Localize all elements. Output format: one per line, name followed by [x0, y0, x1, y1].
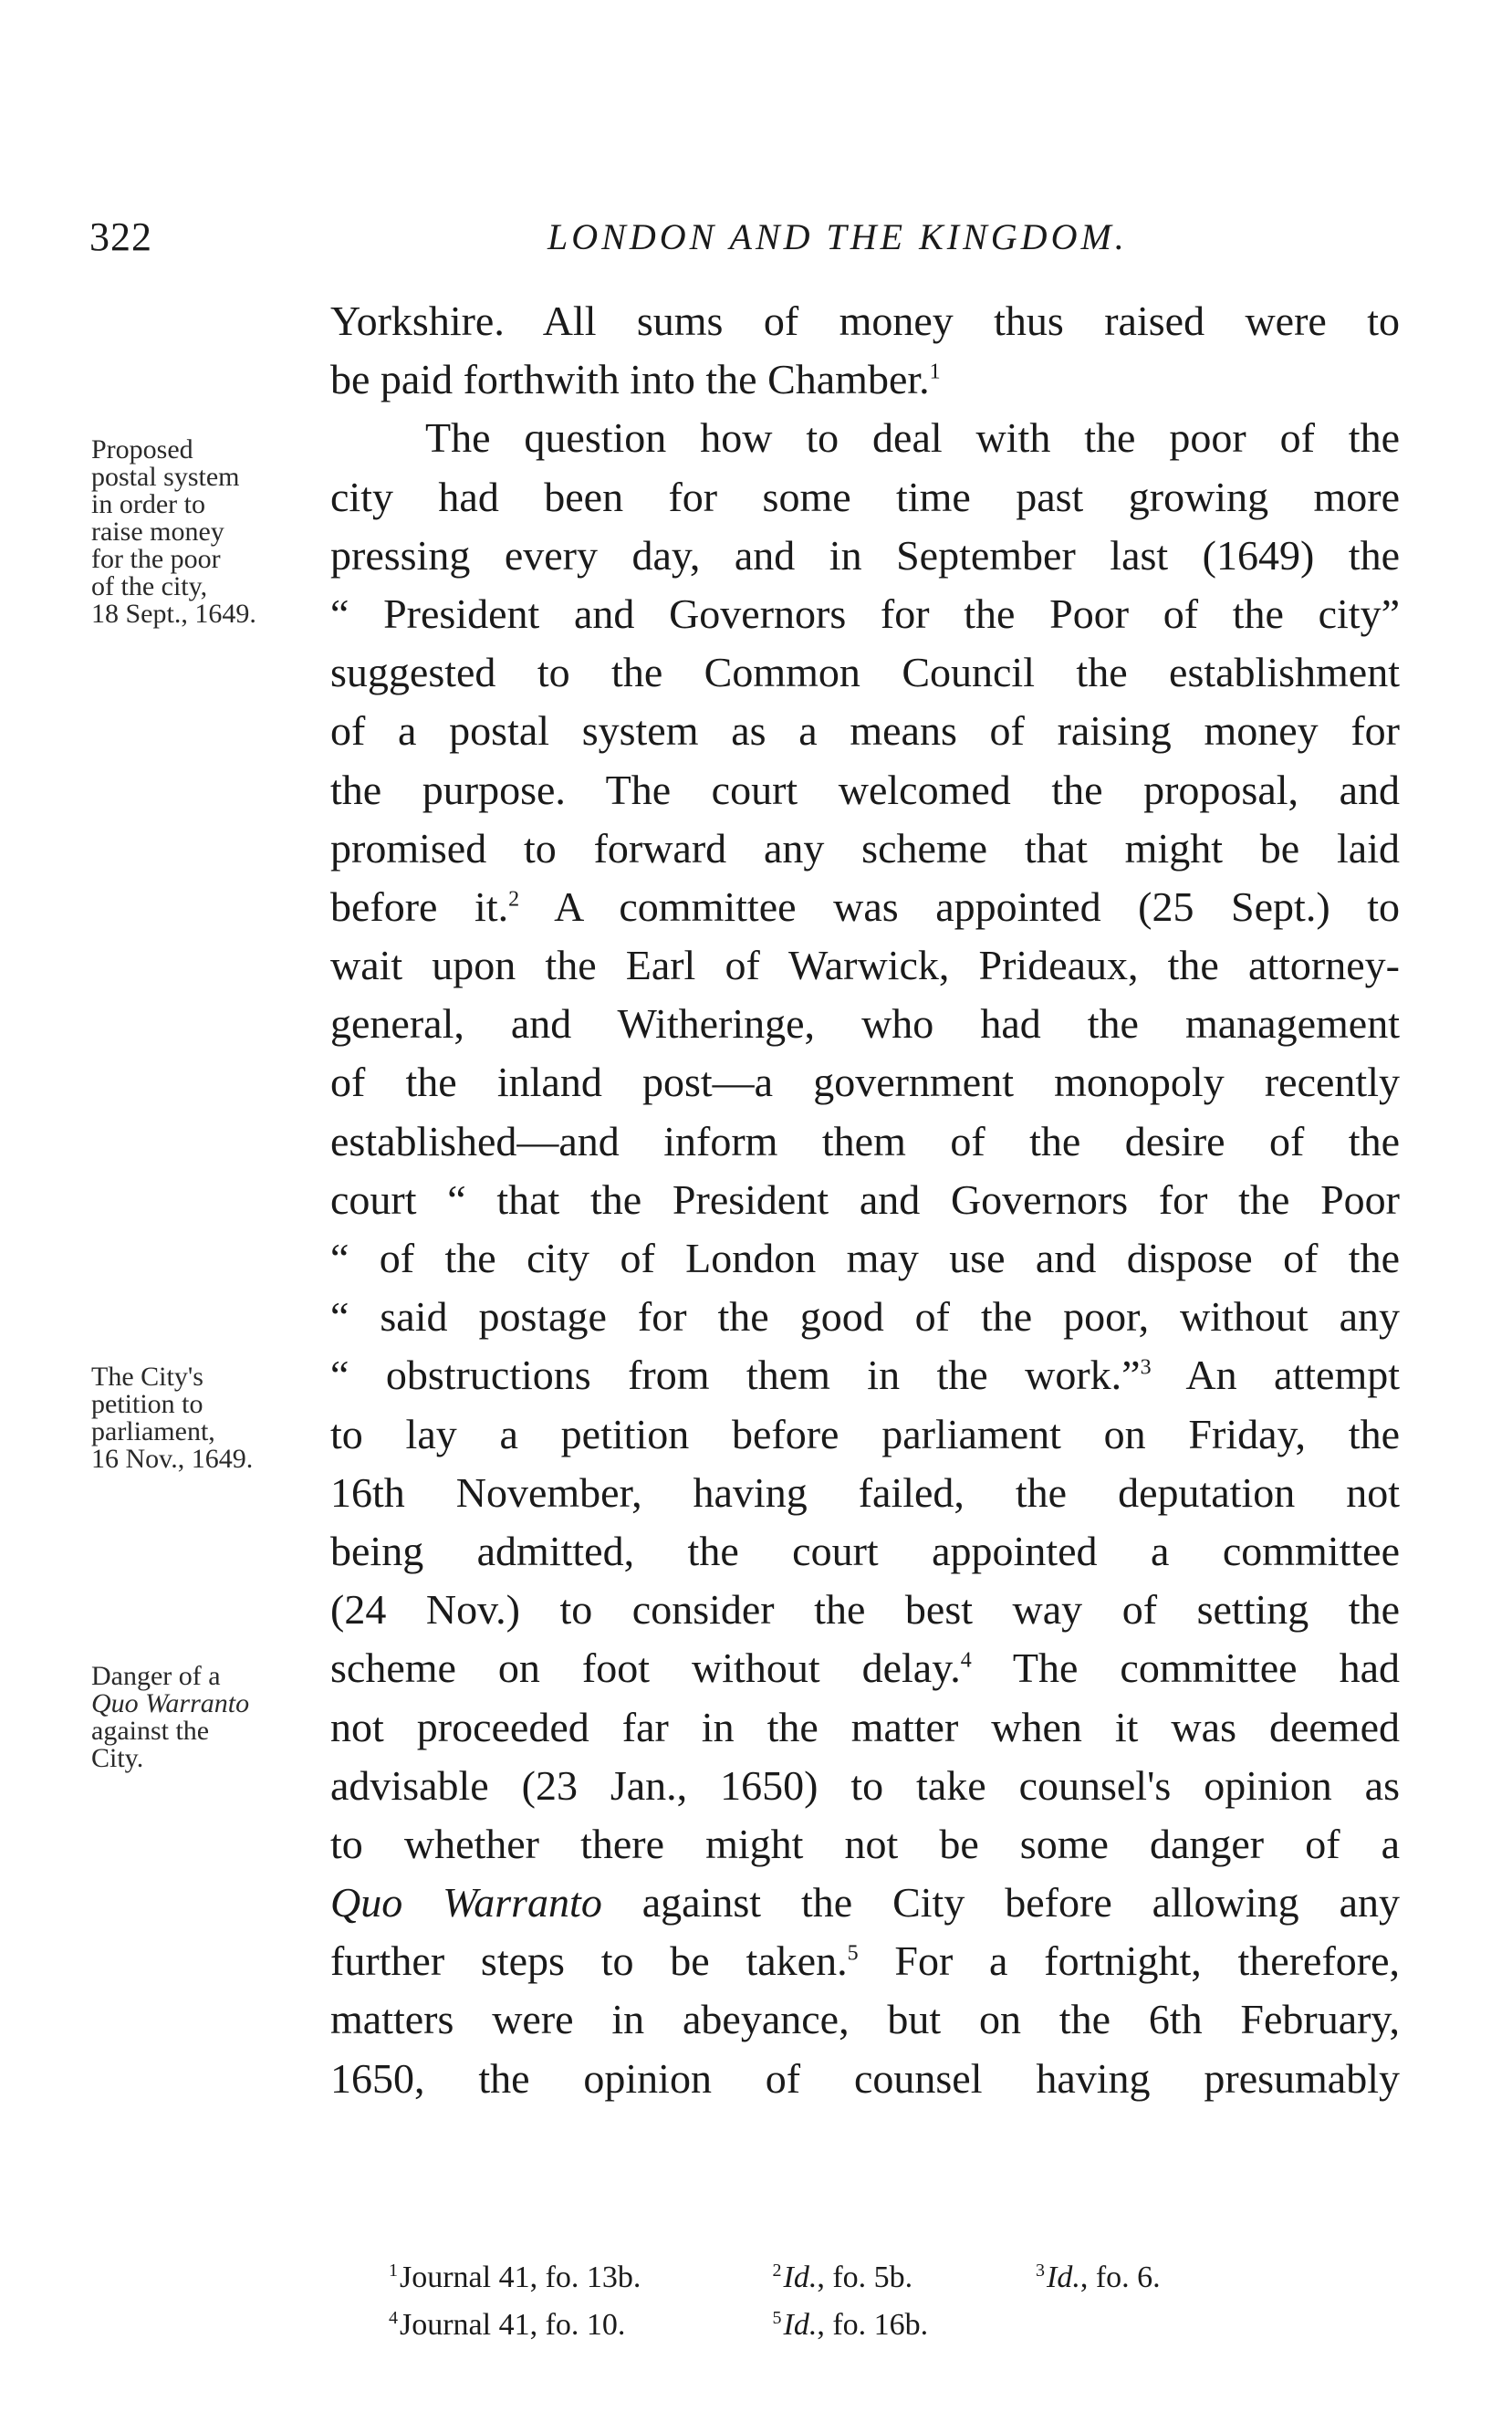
running-title: LONDON AND THE KINGDOM. [547, 216, 1128, 257]
text-line: “ of the city of London may use and dispose of the [330, 1235, 1400, 1281]
margin-note-line: against the [91, 1716, 210, 1746]
footnote-text: , fo. 16b. [817, 2308, 929, 2342]
body-text [330, 292, 1400, 2108]
text-line: (24 Nov.) to consider the best way of setting the [330, 1586, 1400, 1634]
margin-note-quo-warranto [91, 1663, 328, 1772]
margin-note-line: Quo Warranto [91, 1688, 250, 1718]
text-line: wait upon the Earl of Warwick, Prideaux, the attorney- [330, 942, 1400, 989]
footnote-text-italic: Id. [783, 2261, 818, 2294]
margin-note-line: of the city, [91, 571, 208, 601]
margin-note-line: Danger of a [91, 1661, 221, 1691]
text-line: the purpose. The court welcomed the proposal, and [330, 766, 1400, 813]
text-line: suggested to the Common Council the establishment [330, 649, 1400, 696]
margin-note-line: parliament, [91, 1416, 215, 1446]
text-line: 16th November, having failed, the deputation not [330, 1468, 1400, 1516]
margin-note-line: petition to [91, 1389, 203, 1419]
text-line: “ said postage for the good of the poor, without any [330, 1293, 1400, 1341]
footnote-row [389, 2254, 1347, 2302]
footnote-marker: 3 [1036, 2260, 1045, 2281]
text-line: court “ that the President and Governors for the Poor [330, 1175, 1400, 1223]
text-line: promised to forward any scheme that might be laid [330, 824, 1400, 872]
text-line: 1650, the opinion of counsel having presumably [330, 2054, 1400, 2102]
text-line: The question how to deal with the poor of the [425, 414, 1400, 462]
footnote-marker: 4 [389, 2307, 398, 2328]
text-span: An attempt [1151, 1352, 1401, 1399]
text-line: pressing every day, and in September last (1649) the [330, 531, 1400, 579]
text-line: being admitted, the court appointed a committee [330, 1527, 1400, 1574]
margin-note-line: in order to [91, 489, 205, 519]
page-number: 322 [89, 214, 152, 259]
margin-note-city-petition [91, 1363, 328, 1473]
footnote-text: , fo. 5b. [817, 2261, 913, 2294]
text-line: to lay a petition before parliament on Friday, the [330, 1410, 1400, 1457]
text-line: of the inland post—a government monopoly recently [330, 1059, 1400, 1106]
footnote [1036, 2254, 1161, 2302]
text-span: be paid forthwith into the Chamber. [330, 356, 930, 403]
footnote-text-italic: Id. [783, 2308, 818, 2342]
text-line: to whether there might not be some danger of a [330, 1820, 1400, 1867]
footnote-text: Journal 41, fo. 10. [400, 2308, 626, 2342]
margin-note-line: raise money [91, 517, 224, 547]
footnote-row [389, 2302, 1347, 2349]
footnote-text-italic: Id. [1047, 2261, 1080, 2294]
text-span: For a fortnight, therefore, [858, 1937, 1400, 1985]
footnote-marker: 2 [772, 2260, 782, 2281]
text-line [330, 350, 1400, 409]
footnote-text: Journal 41, fo. 13b. [400, 2261, 641, 2294]
text-line: general, and Witheringe, who had the management [330, 1000, 1400, 1048]
text-span: The committee had [971, 1645, 1400, 1692]
text-line: matters were in abeyance, but on the 6th February, [330, 1996, 1400, 2043]
footnote [773, 2302, 929, 2349]
footnote-text: , fo. 6. [1079, 2261, 1161, 2294]
footnote-ref: 3 [1140, 1356, 1152, 1381]
text-line: city had been for some time past growing more [330, 473, 1400, 520]
footnote [389, 2254, 765, 2302]
text-line [330, 1639, 1400, 1697]
text-line [330, 878, 1400, 936]
footnote-marker: 5 [772, 2307, 782, 2328]
footnote-ref: 4 [960, 1648, 972, 1673]
text-line: not proceeded far in the matter when it was deemed [330, 1703, 1400, 1750]
footnote [773, 2254, 1028, 2302]
footnote-ref: 2 [508, 887, 520, 912]
text-span: A committee was appointed (25 Sept.) to [519, 882, 1400, 930]
footnotes [389, 2254, 1347, 2349]
text-span: scheme on foot without delay. [330, 1645, 961, 1692]
footnote [389, 2302, 765, 2349]
text-line [330, 1874, 1400, 1932]
text-line [330, 1932, 1400, 1990]
footnote-marker: 1 [389, 2260, 398, 2281]
text-line: “ President and Governors for the Poor of the city” [330, 590, 1400, 637]
text-line [330, 1346, 1400, 1404]
margin-note-line: City. [91, 1743, 144, 1773]
margin-note-line: The City's [91, 1362, 203, 1392]
text-span: “ obstructions from them in the work.” [330, 1352, 1141, 1399]
footnote-ref: 1 [929, 360, 941, 384]
text-span: further steps to be taken. [330, 1937, 848, 1985]
margin-note-postal-system [91, 436, 328, 628]
text-line: advisable (23 Jan., 1650) to take counsel's opinion as [330, 1761, 1400, 1809]
margin-note-line: for the poor [91, 544, 221, 574]
text-span: against the City before allowing any [601, 1879, 1400, 1926]
margin-note-line: Proposed [91, 434, 193, 465]
text-line: of a postal system as a means of raising money for [330, 707, 1400, 755]
margin-note-line: 18 Sept., 1649. [91, 599, 256, 629]
text-line: established—and inform them of the desire of the [330, 1117, 1400, 1164]
text-span-italic: Quo Warranto [330, 1879, 602, 1926]
footnote-ref: 5 [847, 1941, 859, 1966]
text-line: Yorkshire. All sums of money thus raised were to [330, 298, 1400, 344]
margin-note-line: postal system [91, 462, 240, 492]
text-span: before it. [330, 882, 509, 930]
margin-note-line: 16 Nov., 1649. [91, 1444, 254, 1474]
